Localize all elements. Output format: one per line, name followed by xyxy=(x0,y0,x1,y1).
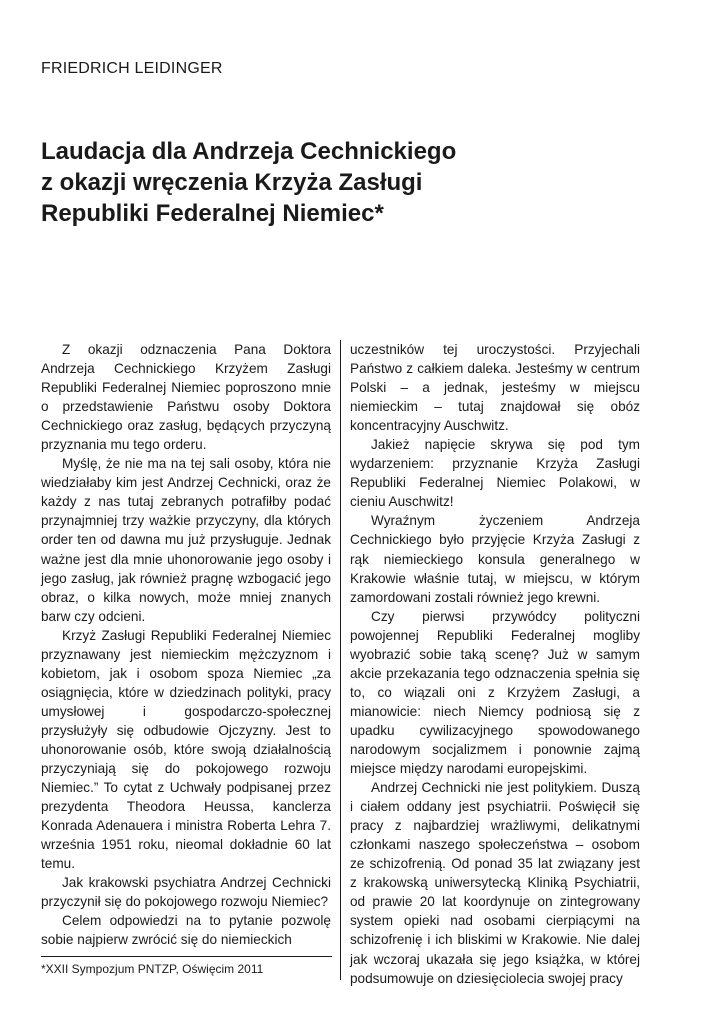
title-line: Republiki Federalnej Niemiec* xyxy=(41,200,384,227)
paragraph: Krzyż Zasługi Republiki Federalnej Niemiec przyznawany jest niemieckim mężczyznom i kobietom, jak i osobom spoza Niemiec „za osiągnięcia, które w dziedzinach polityki, pracy umysłowej i gospodarczo-społecznej przysłużyły się odbudowie Ojczyzny. Jest to uhonorowanie osób, które swoją działalnością przyczyniają się do pokojowego rozwoju Niemiec.” To cytat z Uchwały podpisanej przez prezydenta Theodora Heussa, kanclerza Konrada Adenauera i ministra Roberta Lehra 7. września 1951 roku, nieomal dokładnie 60 lat temu. xyxy=(41,627,331,872)
paragraph: Czy pierwsi przywódcy polityczni powojennej Republiki Federalnej mogliby wyobrazić sobie taką scenę? Już w samym akcie przekazania tego odznaczenia spełnia się to, co wiązali oni z Krzyżem Zasługi, a mianowicie: niech Niemcy podniosą się z upadku cywilizacyjnego spowodowanego narodowym socjalizmem i ponownie zajmą miejsce między narodami europejskimi. xyxy=(350,608,640,777)
paragraph: Jakież napięcie skrywa się pod tym wydarzeniem: przyznanie Krzyża Zasługi Republiki Federalnej Niemiec Polakowi, w cieniu Auschwitz! xyxy=(350,437,640,510)
author-name: FRIEDRICH LEIDINGER xyxy=(41,60,223,77)
footnote-rule xyxy=(41,956,332,957)
paragraph: Myślę, że nie ma na tej sali osoby, która nie wiedziałaby kim jest Andrzej Cechnicki, oraz że każdy z nas tutaj zebranych potrafiłby podać przynajmniej trzy ważkie przyczyny, dla których order ten od dawna mu już przysługuje. Jednak ważne jest dla mnie uhonorowanie jego osoby i jego zasług, jak również pragnę wzbogacić jego obraz, o kilka nowych, może mniej znanych barw czy odcieni. xyxy=(41,456,331,624)
right-column xyxy=(350,340,640,988)
title-line: z okazji wręczenia Krzyża Zasługi xyxy=(41,169,423,196)
paragraph: uczestników tej uroczystości. Przyjechali Państwo z całkiem daleka. Jesteśmy w centrum Polski – a jednak, jesteśmy w miejscu niemieckim – tutaj znajdował się obóz koncentracyjny Auschwitz. xyxy=(350,342,640,434)
title-line: Laudacja dla Andrzeja Cechnickiego xyxy=(41,138,457,165)
paragraph: Wyraźnym życzeniem Andrzeja Cechnickiego było przyjęcie Krzyża Zasługi z rąk niemieckiego konsula generalnego w Krakowie właśnie tutaj, w miejscu, w którym zamordowani zostali również jego krewni. xyxy=(350,513,640,605)
footnote: *XXII Sympozjum PNTZP, Oświęcim 2011 xyxy=(41,962,264,976)
paragraph: Jak krakowski psychiatra Andrzej Cechnicki przyczynił się do pokojowego rozwoju Niemiec? xyxy=(41,875,331,910)
left-column xyxy=(41,340,331,950)
paragraph: Andrzej Cechnicki nie jest politykiem. Duszą i ciałem oddany jest psychiatrii. Poświęcił się pracy z najbardziej wrażliwymi, delikatnymi członkami naszego społeczeństwa – osobom ze schizofrenią. Od ponad 35 lat związany jest z krakowską uniwersytecką Kliniką Psychiatrii, od prawie 20 lat koordynuje on zintegrowany system opieki nad osobami cierpiącymi na schizofrenię i ich bliskimi w Krakowie. Nie dalej jak wczoraj ukazała się jego książka, w której podsumowuje on dziesięciolecia swojej pracy xyxy=(350,780,640,986)
article-title xyxy=(41,136,661,229)
column-divider xyxy=(340,340,341,980)
paragraph: Celem odpowiedzi na to pytanie pozwolę sobie najpierw zwrócić się do niemieckich xyxy=(41,913,331,948)
paragraph: Z okazji odznaczenia Pana Doktora Andrzeja Cechnickiego Krzyżem Zasługi Republiki Federalnej Niemiec poproszono mnie o przedstawienie Państwu osoby Doktora Cechnickiego oraz zasług, będących przyczyną przyznania mu tego orderu. xyxy=(41,342,331,453)
